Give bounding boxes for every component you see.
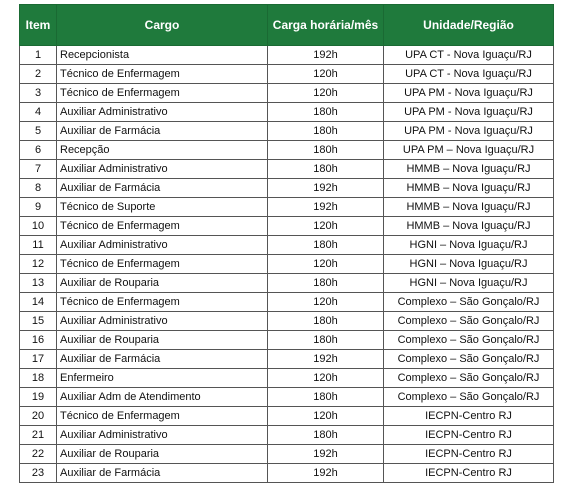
table-row — [20, 122, 554, 141]
cell-cargo: Auxiliar Administrativo — [57, 103, 268, 122]
cell-carga-horaria: 120h — [268, 255, 384, 274]
cell-unidade-regiao: IECPN-Centro RJ — [384, 445, 554, 464]
cell-item: 22 — [20, 445, 57, 464]
cell-item: 14 — [20, 293, 57, 312]
cell-item: 13 — [20, 274, 57, 293]
cell-cargo: Auxiliar Adm de Atendimento — [57, 388, 268, 407]
cell-unidade-regiao: Complexo – São Gonçalo/RJ — [384, 331, 554, 350]
cell-unidade-regiao: IECPN-Centro RJ — [384, 407, 554, 426]
cell-item: 7 — [20, 160, 57, 179]
cell-unidade-regiao: UPA PM - Nova Iguaçu/RJ — [384, 122, 554, 141]
cell-item: 12 — [20, 255, 57, 274]
table-row — [20, 179, 554, 198]
cell-carga-horaria: 180h — [268, 160, 384, 179]
cell-carga-horaria: 120h — [268, 84, 384, 103]
cell-unidade-regiao: Complexo – São Gonçalo/RJ — [384, 350, 554, 369]
cell-unidade-regiao: HGNI – Nova Iguaçu/RJ — [384, 255, 554, 274]
cell-cargo: Recepcionista — [57, 46, 268, 65]
cell-cargo: Técnico de Enfermagem — [57, 65, 268, 84]
cell-cargo: Auxiliar de Farmácia — [57, 122, 268, 141]
cell-carga-horaria: 180h — [268, 388, 384, 407]
cell-carga-horaria: 180h — [268, 312, 384, 331]
cell-unidade-regiao: Complexo – São Gonçalo/RJ — [384, 388, 554, 407]
table-row — [20, 255, 554, 274]
cell-carga-horaria: 180h — [268, 103, 384, 122]
cell-cargo: Auxiliar de Rouparia — [57, 274, 268, 293]
cell-carga-horaria: 180h — [268, 274, 384, 293]
cell-item: 15 — [20, 312, 57, 331]
table-row — [20, 160, 554, 179]
cell-item: 6 — [20, 141, 57, 160]
cell-item: 3 — [20, 84, 57, 103]
cell-item: 9 — [20, 198, 57, 217]
cell-item: 2 — [20, 65, 57, 84]
cell-unidade-regiao: HMMB – Nova Iguaçu/RJ — [384, 179, 554, 198]
cell-carga-horaria: 120h — [268, 407, 384, 426]
cell-carga-horaria: 192h — [268, 179, 384, 198]
table-row — [20, 331, 554, 350]
header-item: Item — [20, 5, 57, 46]
job-table-container — [19, 4, 553, 483]
table-row — [20, 407, 554, 426]
cell-item: 21 — [20, 426, 57, 445]
table-row — [20, 445, 554, 464]
cell-item: 1 — [20, 46, 57, 65]
cell-item: 5 — [20, 122, 57, 141]
cell-cargo: Técnico de Enfermagem — [57, 255, 268, 274]
table-row — [20, 46, 554, 65]
table-row — [20, 426, 554, 445]
cell-item: 10 — [20, 217, 57, 236]
table-row — [20, 312, 554, 331]
cell-item: 16 — [20, 331, 57, 350]
table-body — [20, 46, 554, 483]
cell-item: 11 — [20, 236, 57, 255]
cell-cargo: Técnico de Enfermagem — [57, 407, 268, 426]
cell-carga-horaria: 120h — [268, 217, 384, 236]
table-row — [20, 293, 554, 312]
header-unidade-regiao: Unidade/Região — [384, 5, 554, 46]
cell-unidade-regiao: HGNI – Nova Iguaçu/RJ — [384, 274, 554, 293]
cell-unidade-regiao: HGNI – Nova Iguaçu/RJ — [384, 236, 554, 255]
cell-cargo: Auxiliar de Rouparia — [57, 331, 268, 350]
cell-unidade-regiao: UPA PM – Nova Iguaçu/RJ — [384, 141, 554, 160]
cell-cargo: Auxiliar Administrativo — [57, 160, 268, 179]
cell-unidade-regiao: IECPN-Centro RJ — [384, 464, 554, 483]
cell-item: 23 — [20, 464, 57, 483]
table-row — [20, 464, 554, 483]
cell-unidade-regiao: IECPN-Centro RJ — [384, 426, 554, 445]
cell-cargo: Auxiliar de Farmácia — [57, 464, 268, 483]
cell-item: 18 — [20, 369, 57, 388]
cell-carga-horaria: 120h — [268, 293, 384, 312]
table-header-row — [20, 5, 554, 46]
header-carga-horaria: Carga horária/mês — [268, 5, 384, 46]
job-table — [19, 4, 554, 483]
cell-cargo: Técnico de Enfermagem — [57, 217, 268, 236]
table-row — [20, 369, 554, 388]
cell-item: 17 — [20, 350, 57, 369]
cell-cargo: Enfermeiro — [57, 369, 268, 388]
cell-carga-horaria: 192h — [268, 464, 384, 483]
cell-carga-horaria: 180h — [268, 236, 384, 255]
table-row — [20, 103, 554, 122]
cell-carga-horaria: 192h — [268, 350, 384, 369]
cell-carga-horaria: 192h — [268, 445, 384, 464]
table-row — [20, 84, 554, 103]
cell-unidade-regiao: HMMB – Nova Iguaçu/RJ — [384, 198, 554, 217]
table-row — [20, 217, 554, 236]
cell-cargo: Auxiliar de Farmácia — [57, 350, 268, 369]
table-row — [20, 141, 554, 160]
cell-cargo: Auxiliar Administrativo — [57, 236, 268, 255]
header-cargo: Cargo — [57, 5, 268, 46]
cell-carga-horaria: 180h — [268, 331, 384, 350]
cell-unidade-regiao: UPA CT - Nova Iguaçu/RJ — [384, 46, 554, 65]
cell-unidade-regiao: Complexo – São Gonçalo/RJ — [384, 312, 554, 331]
cell-cargo: Técnico de Enfermagem — [57, 293, 268, 312]
cell-item: 8 — [20, 179, 57, 198]
cell-unidade-regiao: HMMB – Nova Iguaçu/RJ — [384, 217, 554, 236]
cell-unidade-regiao: Complexo – São Gonçalo/RJ — [384, 369, 554, 388]
cell-carga-horaria: 180h — [268, 122, 384, 141]
cell-unidade-regiao: HMMB – Nova Iguaçu/RJ — [384, 160, 554, 179]
cell-unidade-regiao: UPA PM - Nova Iguaçu/RJ — [384, 103, 554, 122]
cell-carga-horaria: 180h — [268, 141, 384, 160]
table-row — [20, 350, 554, 369]
cell-cargo: Auxiliar Administrativo — [57, 312, 268, 331]
cell-item: 4 — [20, 103, 57, 122]
cell-item: 19 — [20, 388, 57, 407]
cell-carga-horaria: 192h — [268, 198, 384, 217]
table-row — [20, 198, 554, 217]
cell-cargo: Recepção — [57, 141, 268, 160]
table-row — [20, 236, 554, 255]
cell-carga-horaria: 120h — [268, 65, 384, 84]
table-row — [20, 274, 554, 293]
cell-carga-horaria: 192h — [268, 46, 384, 65]
cell-cargo: Auxiliar de Rouparia — [57, 445, 268, 464]
table-row — [20, 388, 554, 407]
cell-carga-horaria: 180h — [268, 426, 384, 445]
cell-cargo: Técnico de Enfermagem — [57, 84, 268, 103]
cell-cargo: Técnico de Suporte — [57, 198, 268, 217]
cell-cargo: Auxiliar de Farmácia — [57, 179, 268, 198]
cell-carga-horaria: 120h — [268, 369, 384, 388]
table-row — [20, 65, 554, 84]
cell-cargo: Auxiliar Administrativo — [57, 426, 268, 445]
cell-unidade-regiao: UPA PM - Nova Iguaçu/RJ — [384, 84, 554, 103]
cell-item: 20 — [20, 407, 57, 426]
cell-unidade-regiao: UPA CT - Nova Iguaçu/RJ — [384, 65, 554, 84]
cell-unidade-regiao: Complexo – São Gonçalo/RJ — [384, 293, 554, 312]
